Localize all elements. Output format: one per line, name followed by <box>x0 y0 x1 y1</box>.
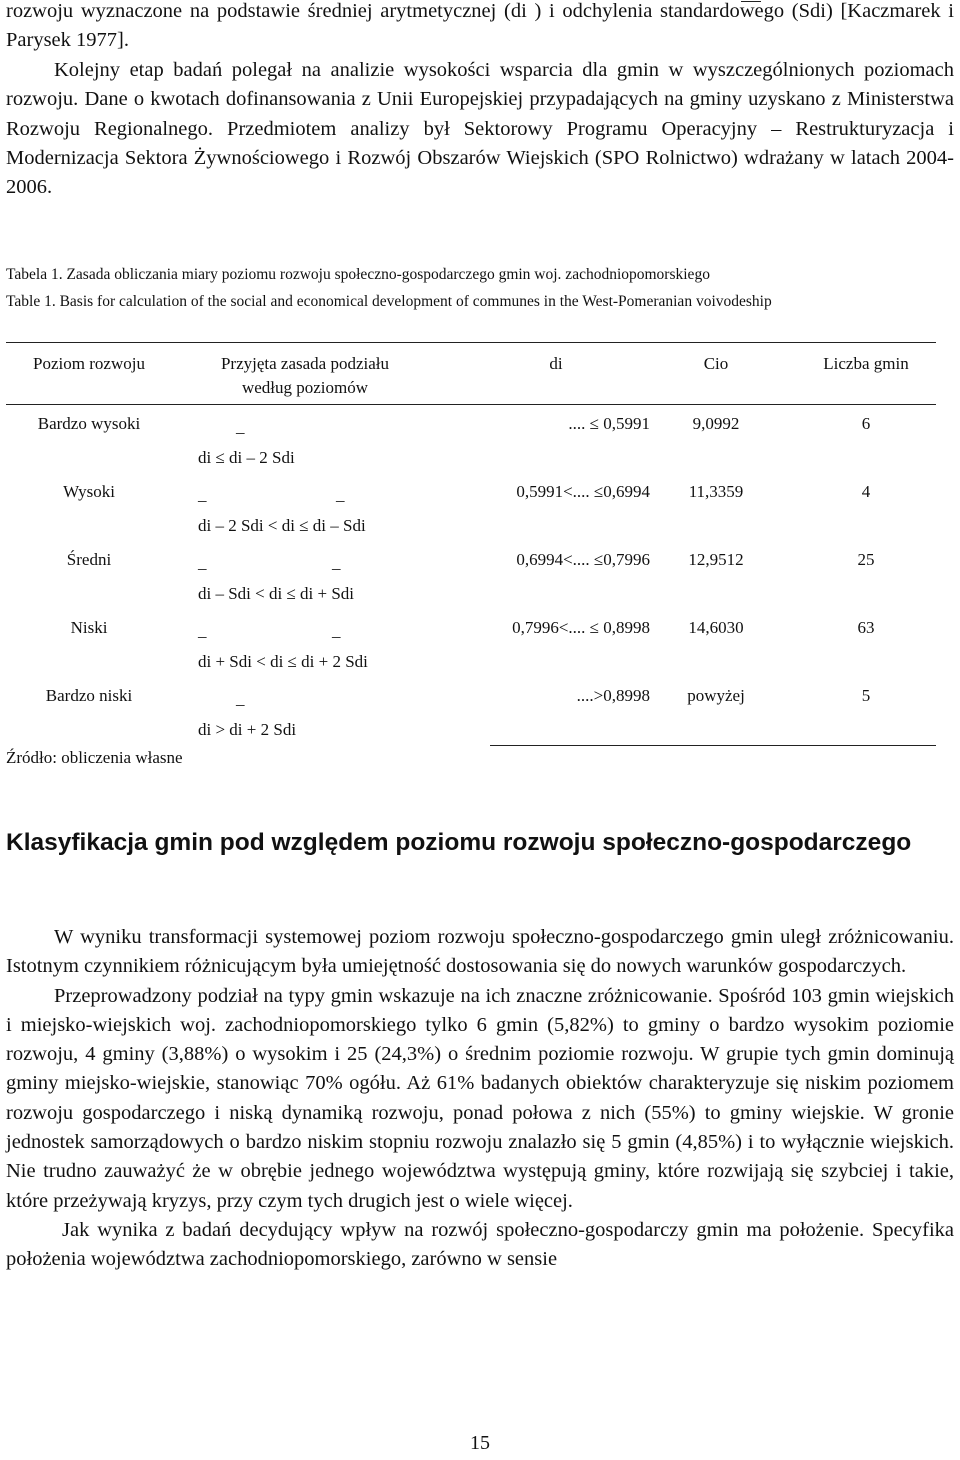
header-rule-2: według poziomów <box>241 378 369 397</box>
header-di: di <box>549 354 563 373</box>
page-number: 15 <box>470 1432 490 1454</box>
section-paragraph-2-text: Przeprowadzony podział na typy gmin wskazuje na ich znaczne zróżnicowanie. Spośród 103 gmin wiejskich i miejsko-wiejskich woj. zachodniopomorskiego tylko 6 gmin (5,82%) to gminy o bardzo wysokim poziomie rozwoju, 4 gminy (3,88%) o wysokim i 25 (24,3%) o średnim poziomie rozwoju. W grupie tych gmin dominują gminy miejsko-wiejskie, stanowiąc 70% ogółu. Aż 61% badanych obiektów charakteryzuje się niskim poziomem rozwoju gospodarczego i niską dynamiką rozwoju, ponad połowa z nich (55%) to gminy wiejskie. W gronie jednostek samorządowych o bardzo niskim stopniu rozwoju znalazło się 5 gmin (4,85%) i to wyłącznie wiejskich. Nie trudno zauważyć że w obrębie jednego województwa występują gminy, które rozwijają się szybciej i takie, które przeżywają kryzys, przy czym tych drugich jest o wiele więcej. <box>6 984 954 1212</box>
row-2-count: 4 <box>861 482 871 501</box>
intro-paragraph-2-text: Kolejny etap badań polegał na analizie wysokości wsparcia dla gmin w wyszczególnionych poziomach rozwoju. Dane o kwotach dofinansowania z Unii Europejskiej przypadających na gminy uzyskano z Ministerstwa Rozwoju Regionalnego. Przedmiotem analizy był Sektorowy Programu Operacyjny – Restrukturyzacja i Modernizacja Sektora Żywnościowego i Rozwój Obszarów Wiejskich (SPO Rolnictwo) wdrażany w latach 2004-2006. <box>6 59 954 199</box>
row-3-level: Średni <box>66 550 112 569</box>
row-5-rule: di > di + 2 Sdi <box>198 720 297 739</box>
row-4-overbar-b: _ <box>332 621 341 640</box>
row-4-overbar-a: _ <box>198 621 207 640</box>
section-paragraph-1 <box>6 923 954 982</box>
table-bottom-rule <box>490 745 936 746</box>
header-rule-1: Przyjęta zasada podziału <box>220 354 390 373</box>
table-source: Źródło: obliczenia własne <box>6 748 183 767</box>
row-2-level: Wysoki <box>63 482 115 501</box>
row-3-count: 25 <box>857 550 875 569</box>
row-5-cio: powyżej <box>687 686 745 705</box>
row-5-count: 5 <box>861 686 871 705</box>
row-2-overbar-a: _ <box>198 485 207 504</box>
mean-overbar <box>741 1 761 2</box>
row-2-cio: 11,3359 <box>688 482 744 501</box>
table-header-rule <box>6 404 936 405</box>
header-count: Liczba gmin <box>823 354 909 373</box>
intro-paragraph-1: rozwoju wyznaczone na podstawie średniej arytmetycznej (di ) i odchylenia standardowego (Sdi) [Kaczmarek i Parysek 1977]. <box>6 0 954 52</box>
row-1-overbar: _ <box>236 417 245 436</box>
row-2-overbar-b: _ <box>336 485 345 504</box>
section-paragraph-3 <box>6 1216 954 1275</box>
row-1-level: Bardzo wysoki <box>37 414 141 433</box>
row-5-overbar: _ <box>236 689 245 708</box>
table-top-rule <box>6 342 936 343</box>
section-heading: Klasyfikacja gmin pod względem poziomu rozwoju społeczno-gospodarczego <box>6 829 912 856</box>
section-paragraph-3-text: Jak wynika z badań decydujący wpływ na rozwój społeczno-gospodarczy gmin ma położenie. Specyfika położenia województwa zachodniopomorskiego, zarówno w sensie <box>6 1218 954 1271</box>
row-4-rule: di + Sdi < di ≤ di + 2 Sdi <box>198 652 368 671</box>
row-1-count: 6 <box>861 414 871 433</box>
development-table <box>6 342 936 747</box>
row-4-cio: 14,6030 <box>688 618 744 637</box>
row-2-rule: di – 2 Sdi < di ≤ di – Sdi <box>198 516 366 535</box>
row-3-cio: 12,9512 <box>688 550 744 569</box>
section-body <box>6 923 954 1275</box>
row-1-cio: 9,0992 <box>692 414 740 433</box>
header-level: Poziom rozwoju <box>33 354 145 373</box>
table-caption-pl: Tabela 1. Zasada obliczania miary poziomu rozwoju społeczno-gospodarczego gmin woj. zachodniopomorskiego <box>6 266 710 283</box>
section-paragraph-2 <box>6 982 954 1216</box>
row-3-overbar-a: _ <box>198 553 207 572</box>
row-3-di: 0,6994<.... ≤0,7996 <box>516 550 650 569</box>
row-4-count: 63 <box>857 618 875 637</box>
row-3-rule: di – Sdi < di ≤ di + Sdi <box>198 584 355 603</box>
row-1-di: .... ≤ 0,5991 <box>568 414 650 433</box>
table-caption-en: Table 1. Basis for calculation of the social and economical development of communes in the West-Pomeranian voivodeship <box>6 293 772 310</box>
row-4-level: Niski <box>70 618 108 637</box>
row-1-rule: di ≤ di – 2 Sdi <box>198 448 295 467</box>
row-5-di: ....>0,8998 <box>576 686 650 705</box>
row-2-di: 0,5991<.... ≤0,6994 <box>516 482 650 501</box>
row-5-level: Bardzo niski <box>45 686 133 705</box>
row-3-overbar-b: _ <box>332 553 341 572</box>
header-cio: Cio <box>703 354 729 373</box>
section-paragraph-1-text: W wyniku transformacji systemowej poziom rozwoju społeczno-gospodarczego gmin uległ zróżnicowaniu. Istotnym czynnikiem różnicującym była umiejętność dostosowania się do nowych warunków gospodarczych. <box>6 926 954 978</box>
intro-paragraph-2 <box>6 56 954 202</box>
row-4-di: 0,7996<.... ≤ 0,8998 <box>512 618 650 637</box>
